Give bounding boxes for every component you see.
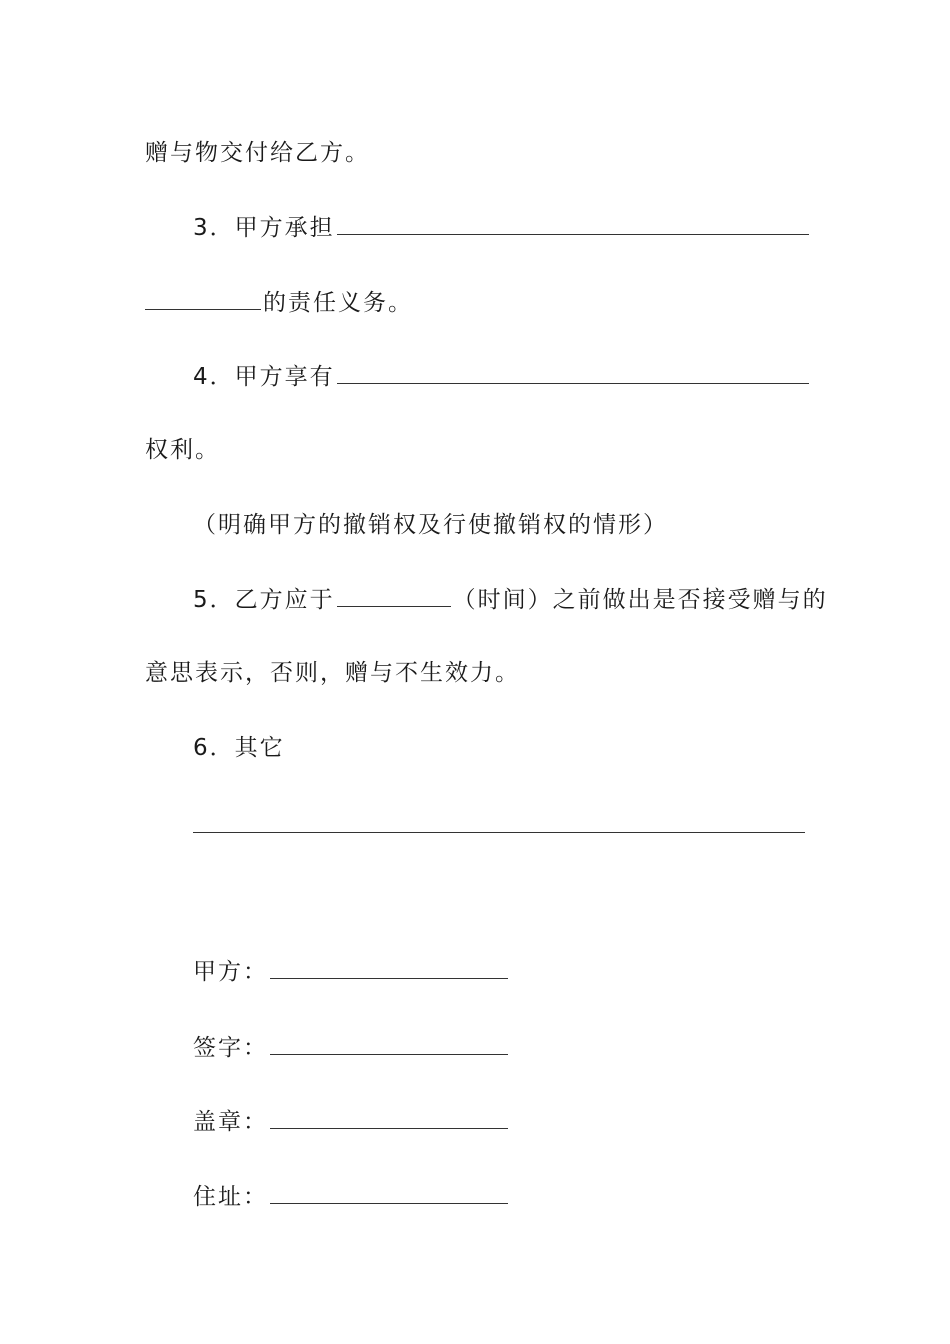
signature-address xyxy=(193,1181,510,1212)
clause-text: 5．乙方应于 xyxy=(193,587,335,613)
signature-sign xyxy=(193,1032,510,1063)
seal-field[interactable] xyxy=(270,1106,508,1129)
clause-5-continuation xyxy=(145,658,520,688)
clause-3 xyxy=(193,212,811,243)
fill-blank[interactable] xyxy=(337,584,451,607)
fill-blank[interactable] xyxy=(337,212,809,235)
clause-text: 赠与物交付给乙方。 xyxy=(145,140,370,166)
clause-text: 4．甲方享有 xyxy=(193,364,335,390)
sign-field[interactable] xyxy=(270,1032,508,1055)
field-label: 甲方： xyxy=(193,959,268,985)
signature-party-a xyxy=(193,956,510,987)
clause-4 xyxy=(193,361,811,392)
clause-text: （时间）之前做出是否接受赠与的 xyxy=(452,587,828,613)
address-field[interactable] xyxy=(270,1181,508,1204)
clause-text: 6．其它 xyxy=(193,735,285,761)
field-label: 盖章： xyxy=(193,1109,268,1135)
clause-4-note xyxy=(193,510,668,540)
clause-3-continuation xyxy=(145,287,413,318)
clause-2-continuation xyxy=(145,138,370,168)
clause-text: 意思表示，否则，赠与不生效力。 xyxy=(145,660,520,686)
clause-5 xyxy=(193,584,828,615)
clause-text: 的责任义务。 xyxy=(263,290,413,316)
clause-text: 权利。 xyxy=(145,437,220,463)
clause-text: 3．甲方承担 xyxy=(193,215,335,241)
fill-blank[interactable] xyxy=(145,287,261,310)
field-label: 签字： xyxy=(193,1035,268,1061)
party-a-field[interactable] xyxy=(270,956,508,979)
field-label: 住址： xyxy=(193,1184,268,1210)
clause-4-continuation xyxy=(145,435,220,465)
fill-blank[interactable] xyxy=(337,361,809,384)
clause-text: （明确甲方的撤销权及行使撤销权的情形） xyxy=(193,512,668,538)
signature-seal xyxy=(193,1106,510,1137)
fill-blank-other[interactable] xyxy=(193,832,805,833)
clause-6 xyxy=(193,733,285,763)
